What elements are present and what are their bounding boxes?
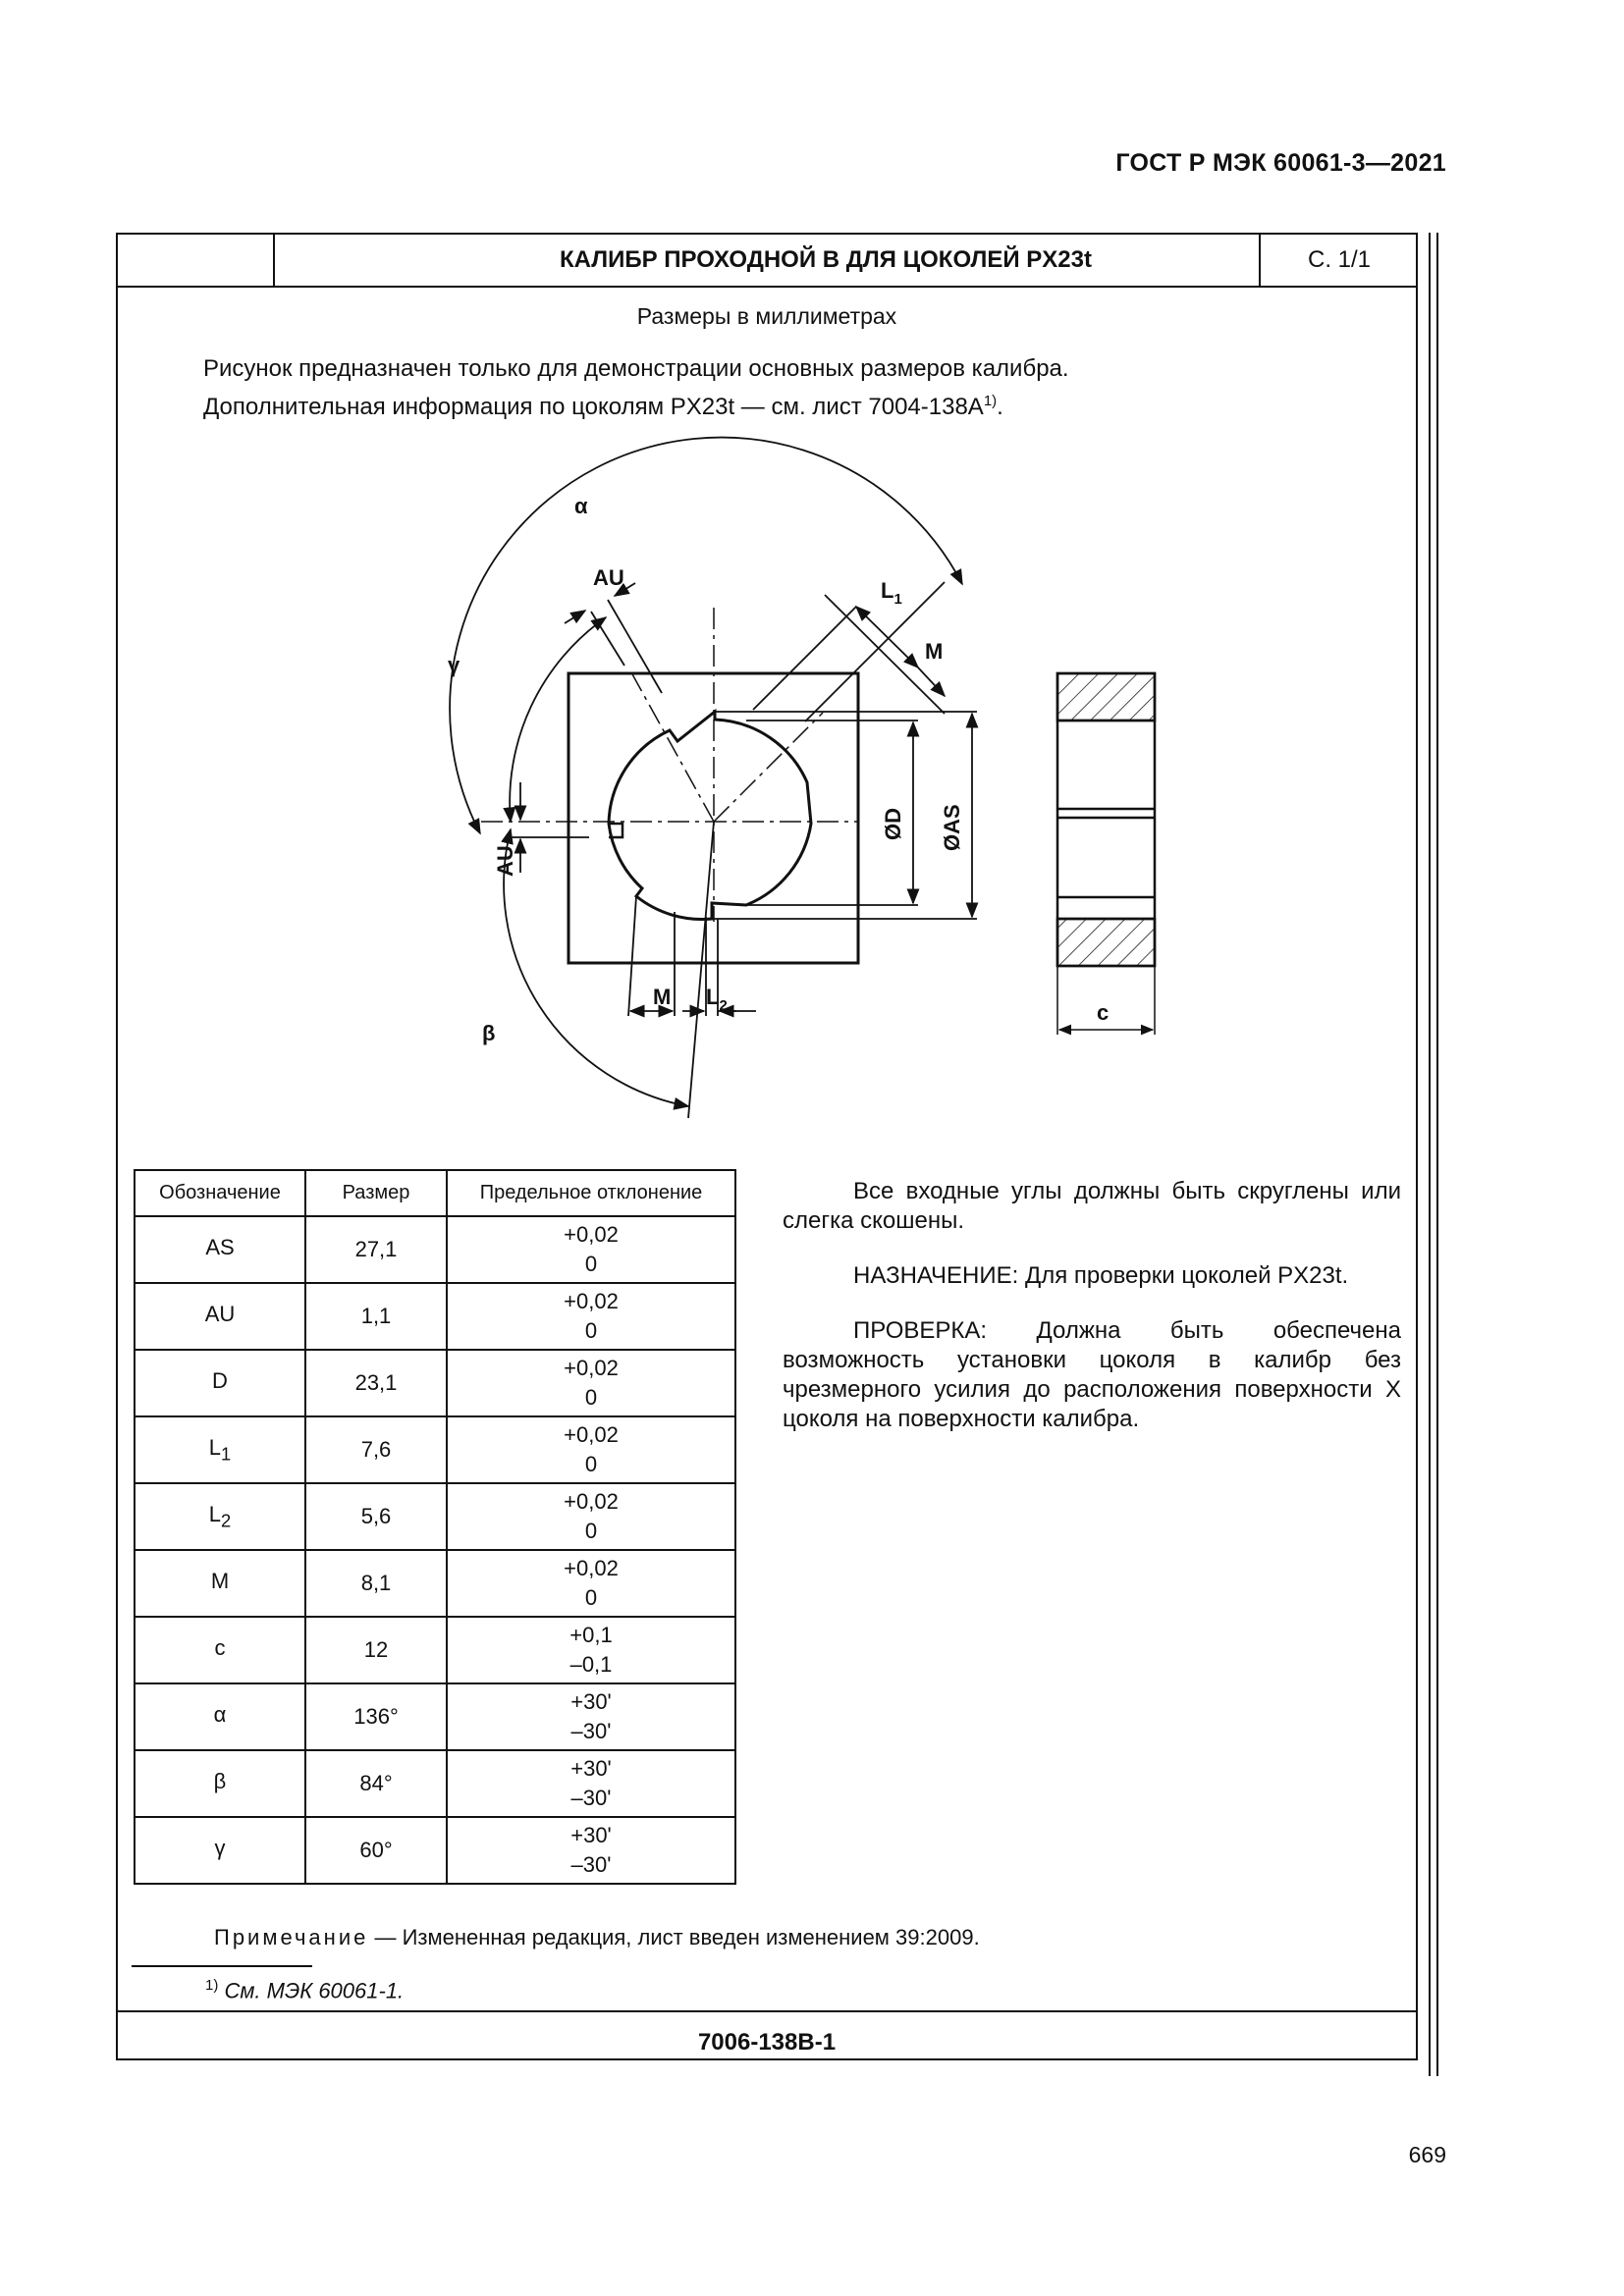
label-au-left: AU xyxy=(493,845,517,877)
intro-line-2-end: . xyxy=(997,394,1003,420)
remark xyxy=(214,1925,980,1950)
label-au-top: AU xyxy=(593,565,624,590)
label-beta: β xyxy=(482,1021,496,1045)
label-l2: $L_2$ xyxy=(706,985,728,1014)
remark-text: — Измененная редакция, лист введен изменением 39:2009. xyxy=(368,1925,980,1949)
dimensions-table xyxy=(134,1169,736,1885)
label-d: ØD xyxy=(881,808,905,840)
note-purpose: НАЗНАЧЕНИЕ: Для проверки цоколей PX23t. xyxy=(853,1262,1349,1289)
table-row xyxy=(135,1216,735,1283)
label-m-bottom: M xyxy=(653,985,672,1009)
table-size-cell: 136° xyxy=(305,1683,447,1750)
table-row xyxy=(135,1683,735,1750)
table-tolerance-cell: +0,02 0 xyxy=(447,1216,735,1283)
table-symbol-cell: AS xyxy=(135,1216,305,1283)
table-symbol-cell: α xyxy=(135,1683,305,1750)
table-row xyxy=(135,1350,735,1416)
table-header-cell: Обозначение xyxy=(135,1170,305,1216)
gauge-drawing xyxy=(118,235,1416,1167)
table-tolerance-cell: +30' –30' xyxy=(447,1683,735,1750)
page-number: 669 xyxy=(1408,2142,1446,2167)
table-size-cell: 23,1 xyxy=(305,1350,447,1416)
table-symbol-cell: γ xyxy=(135,1817,305,1884)
table-size-cell: 7,6 xyxy=(305,1416,447,1483)
sheet-code: 7006-138В-1 xyxy=(697,2029,837,2056)
intro-line-1: Рисунок предназначен только для демонстрации основных размеров калибра. xyxy=(203,355,1069,382)
footnote-divider xyxy=(132,1965,312,1967)
gauge-side-view xyxy=(1057,673,1155,1035)
frame-edge-line xyxy=(1429,233,1431,2076)
sheet-number: С. 1/1 xyxy=(1259,235,1418,286)
table-symbol-cell: c xyxy=(135,1617,305,1683)
label-alpha: α xyxy=(574,494,588,518)
table-row xyxy=(135,1617,735,1683)
note-corners: Все входные углы должны быть скруглены или слегка скошены. xyxy=(783,1178,1401,1234)
table-header-cell: Размер xyxy=(305,1170,447,1216)
notes-block xyxy=(783,1177,1401,1460)
table-row xyxy=(135,1817,735,1884)
table-row xyxy=(135,1550,735,1617)
table-row xyxy=(135,1750,735,1817)
note-check: ПРОВЕРКА: Должна быть обеспечена возможность установки цоколя в калибр без чрезмерного усилия до расположения поверхности X цоколя на поверхности калибра. xyxy=(783,1317,1401,1432)
table-symbol-cell: $L_1$ xyxy=(135,1416,305,1483)
table-size-cell: 8,1 xyxy=(305,1550,447,1617)
table-symbol-cell: $L_2$ xyxy=(135,1483,305,1550)
table-symbol-cell: AU xyxy=(135,1283,305,1350)
table-symbol-cell: β xyxy=(135,1750,305,1817)
intro-line-2-text: Дополнительная информация по цоколям PX23t — см. лист 7004-138А xyxy=(203,394,984,420)
footnote-mark: 1) xyxy=(205,1977,219,1994)
table-size-cell: 5,6 xyxy=(305,1483,447,1550)
footnote-text: См. МЭК 60061-1. xyxy=(218,1978,405,2003)
table-symbol-cell: D xyxy=(135,1350,305,1416)
table-tolerance-cell: +30' –30' xyxy=(447,1817,735,1884)
dimensions-caption: Размеры в миллиметрах xyxy=(636,303,897,329)
sheet-title: КАЛИБР ПРОХОДНОЙ В ДЛЯ ЦОКОЛЕЙ PX23t xyxy=(560,246,1092,273)
table-tolerance-cell: +0,1 –0,1 xyxy=(447,1617,735,1683)
table-tolerance-cell: +0,02 0 xyxy=(447,1416,735,1483)
table-tolerance-cell: +0,02 0 xyxy=(447,1350,735,1416)
table-symbol-cell: M xyxy=(135,1550,305,1617)
table-size-cell: 84° xyxy=(305,1750,447,1817)
table-header-row xyxy=(135,1170,735,1216)
table-tolerance-cell: +0,02 0 xyxy=(447,1550,735,1617)
remark-label: Примечание xyxy=(214,1925,369,1949)
sheet-frame xyxy=(116,233,1418,2060)
label-as: ØAS xyxy=(940,804,964,851)
table-size-cell: 27,1 xyxy=(305,1216,447,1283)
label-l1: $L_1$ xyxy=(881,578,902,608)
table-header-cell: Предельное отклонение xyxy=(447,1170,735,1216)
footnote xyxy=(205,1977,404,2003)
table-tolerance-cell: +0,02 0 xyxy=(447,1483,735,1550)
frame-edge-line xyxy=(1436,233,1438,2076)
table-size-cell: 60° xyxy=(305,1817,447,1884)
label-m-top: M xyxy=(925,639,944,664)
intro-footnote-mark: 1) xyxy=(983,393,998,409)
label-c: c xyxy=(1097,1000,1110,1025)
table-size-cell: 12 xyxy=(305,1617,447,1683)
standard-code: ГОСТ Р МЭК 60061-3—2021 xyxy=(1115,149,1446,177)
label-gamma: γ xyxy=(448,653,460,677)
table-row xyxy=(135,1416,735,1483)
table-row xyxy=(135,1283,735,1350)
table-size-cell: 1,1 xyxy=(305,1283,447,1350)
sheet-code-divider xyxy=(118,2010,1416,2012)
table-row xyxy=(135,1483,735,1550)
table-tolerance-cell: +0,02 0 xyxy=(447,1283,735,1350)
table-tolerance-cell: +30' –30' xyxy=(447,1750,735,1817)
